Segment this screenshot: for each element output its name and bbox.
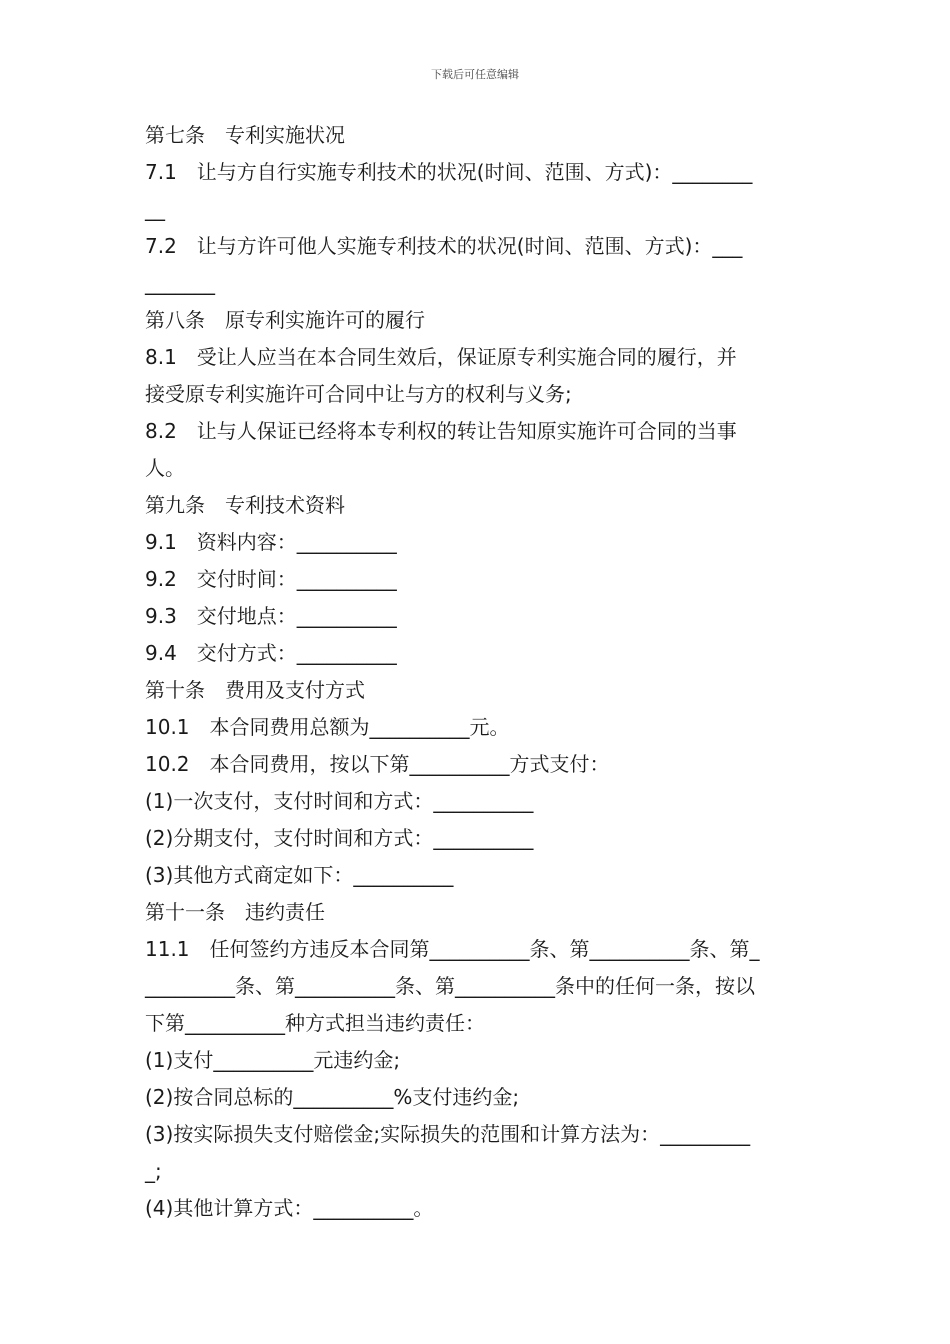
penalty-option-3: (3)按实际损失支付赔偿金;实际损失的范围和计算方法为：_________ xyxy=(145,1122,751,1146)
payment-option-3: (3)其他方式商定如下：__________ xyxy=(145,863,454,887)
clause-8-1: 8.1 受让人应当在本合同生效后，保证原专利实施合同的履行，并 xyxy=(145,345,737,369)
article-11-heading: 第十一条 违约责任 xyxy=(145,900,325,924)
clause-10-1: 10.1 本合同费用总额为__________元。 xyxy=(145,715,510,739)
penalty-option-4: (4)其他计算方式：__________。 xyxy=(145,1196,434,1220)
clause-8-2-cont: 人。 xyxy=(145,456,185,480)
clause-9-3: 9.3 交付地点：__________ xyxy=(145,604,397,628)
clause-7-2-cont: _______ xyxy=(145,271,215,295)
article-10-heading: 第十条 费用及支付方式 xyxy=(145,678,365,702)
clause-9-2: 9.2 交付时间：__________ xyxy=(145,567,397,591)
page-header: 下载后可任意编辑 xyxy=(431,68,519,81)
clause-8-1-cont: 接受原专利实施许可合同中让与方的权利与义务; xyxy=(145,382,572,406)
clause-11-1-cont-2: 下第__________种方式担当违约责任： xyxy=(145,1011,485,1035)
clause-7-1: 7.1 让与方自行实施专利技术的状况(时间、范围、方式)：________ xyxy=(145,160,753,184)
clause-11-1-cont: _________条、第__________条、第__________条中的任何一条，按以 xyxy=(145,974,755,998)
penalty-option-2: (2)按合同总标的__________%支付违约金; xyxy=(145,1085,520,1109)
clause-9-4: 9.4 交付方式：__________ xyxy=(145,641,397,665)
clause-7-1-cont: __ xyxy=(145,197,165,221)
payment-option-2: (2)分期支付，支付时间和方式：__________ xyxy=(145,826,534,850)
article-7-heading: 第七条 专利实施状况 xyxy=(145,123,345,147)
document-body xyxy=(145,117,810,1227)
clause-10-2: 10.2 本合同费用，按以下第__________方式支付： xyxy=(145,752,610,776)
clause-7-2: 7.2 让与方许可他人实施专利技术的状况(时间、范围、方式)：___ xyxy=(145,234,743,258)
clause-9-1: 9.1 资料内容：__________ xyxy=(145,530,397,554)
article-9-heading: 第九条 专利技术资料 xyxy=(145,493,345,517)
penalty-option-1: (1)支付__________元违约金; xyxy=(145,1048,401,1072)
clause-8-2: 8.2 让与人保证已经将本专利权的转让告知原实施许可合同的当事 xyxy=(145,419,737,443)
article-8-heading: 第八条 原专利实施许可的履行 xyxy=(145,308,425,332)
clause-11-1: 11.1 任何签约方违反本合同第__________条、第__________条、第_ xyxy=(145,937,760,961)
payment-option-1: (1)一次支付，支付时间和方式：__________ xyxy=(145,789,534,813)
penalty-option-3-cont: _; xyxy=(145,1159,162,1183)
